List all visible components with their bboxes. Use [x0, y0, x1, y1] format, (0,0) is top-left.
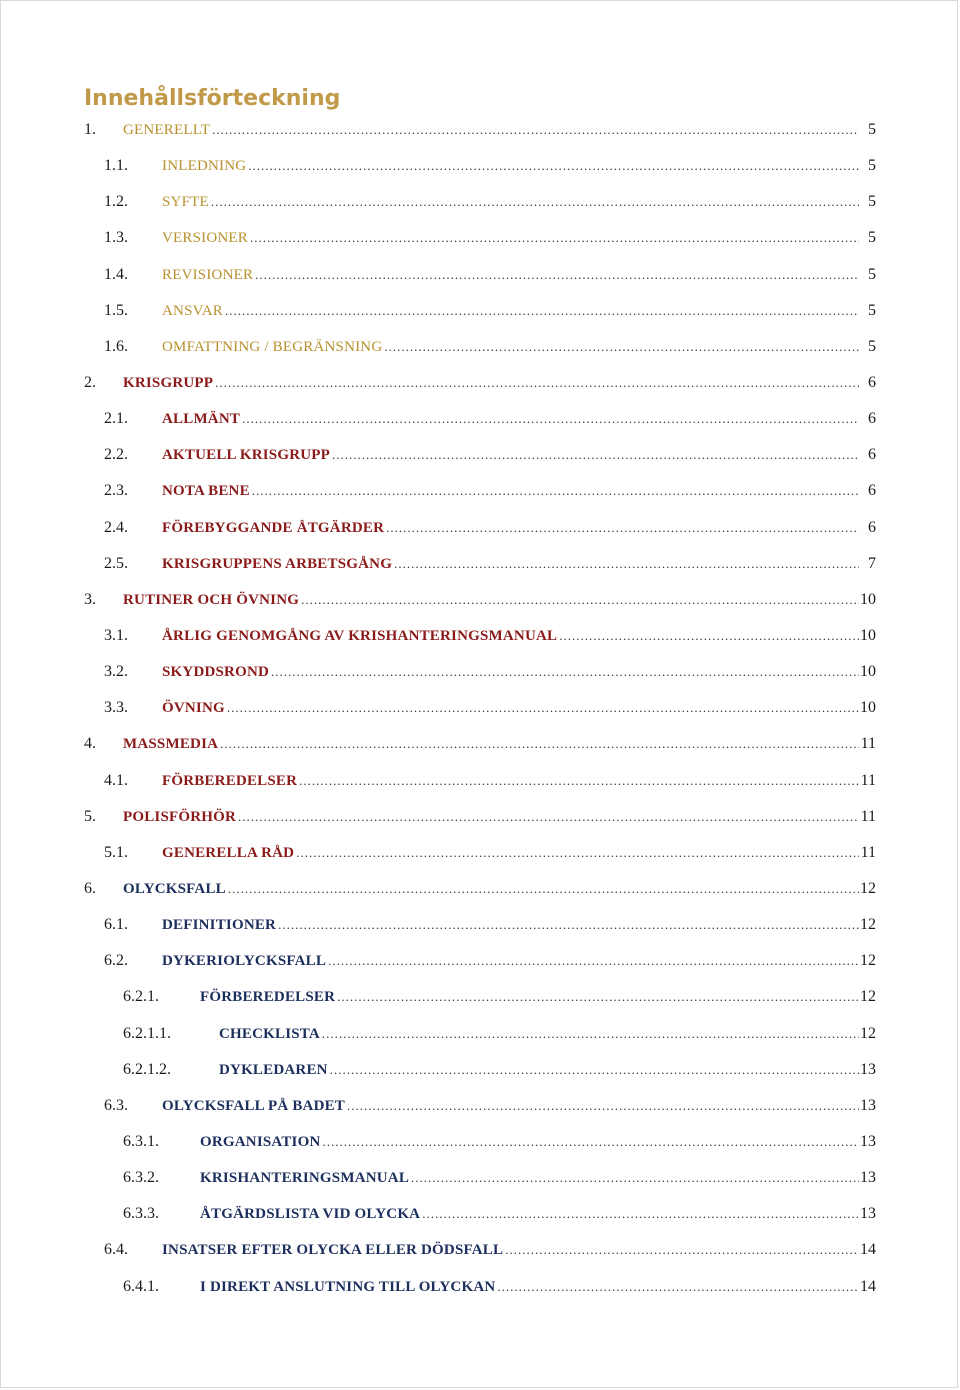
toc-entry-label[interactable]: AKTUELL KRISGRUPP [162, 447, 331, 464]
toc-entry-label[interactable]: NOTA BENE [162, 483, 250, 500]
toc-entry-page: 10 [860, 663, 876, 681]
toc-dot-leader [271, 662, 859, 682]
toc-entry-label[interactable]: ANSVAR [162, 302, 223, 319]
toc-entry-number: 1. [84, 121, 96, 138]
toc-entry-label[interactable]: KRISGRUPP [123, 374, 214, 391]
toc-entry-number: 6.3. [104, 1096, 128, 1114]
toc-entry[interactable] [1, 1052, 959, 1088]
toc-entry-page: 14 [860, 1241, 876, 1259]
toc-entry[interactable] [1, 943, 959, 979]
toc-entry-page: 10 [860, 626, 876, 644]
toc-entry[interactable] [1, 473, 959, 509]
toc-dot-leader [248, 156, 859, 176]
toc-entry-page: 5 [868, 337, 876, 355]
toc-entry-page: 10 [860, 590, 876, 608]
toc-entry-label-wrap [219, 1060, 859, 1080]
toc-entry-page: 6 [868, 482, 876, 500]
toc-dot-leader [411, 1168, 859, 1188]
toc-entry[interactable] [1, 437, 959, 473]
toc-entry-label[interactable]: INSATSER EFTER OLYCKA ELLER DÖDSFALL [162, 1242, 504, 1259]
toc-entry-number: 1.2. [104, 193, 128, 211]
toc-entry-label-wrap [200, 1204, 859, 1224]
toc-entry-label-wrap [162, 554, 859, 574]
toc-entry[interactable] [1, 365, 959, 401]
toc-dot-leader [322, 1024, 859, 1044]
toc-entry-label-wrap [200, 1168, 859, 1188]
toc-entry-page: 6 [868, 410, 876, 428]
toc-entry-page: 5 [868, 193, 876, 211]
toc-entry-number: 6.2.1. [123, 988, 159, 1006]
toc-entry[interactable] [1, 293, 959, 329]
toc-entry-number: 4.1. [104, 771, 128, 789]
toc-entry-page: 12 [860, 879, 876, 897]
toc-entry-label-wrap [162, 409, 859, 429]
toc-entry-label[interactable]: ÅRLIG GENOMGÅNG AV KRISHANTERINGSMANUAL [162, 627, 558, 644]
toc-entry-page: 10 [860, 699, 876, 717]
toc-entry-label-wrap [200, 987, 859, 1007]
toc-entry-label-wrap [162, 301, 859, 321]
toc-dot-leader [322, 1132, 859, 1152]
toc-entry-number: 6.2. [104, 952, 128, 970]
toc-entry[interactable] [1, 1160, 959, 1196]
toc-entry-page: 11 [860, 735, 876, 753]
toc-entry[interactable] [1, 799, 959, 835]
toc-entry-number: 4. [84, 735, 96, 753]
toc-entry-label-wrap [162, 843, 859, 863]
toc-entry-page: 11 [860, 771, 876, 789]
toc-entry-label-wrap [162, 518, 859, 538]
toc-entry-page: 5 [868, 157, 876, 175]
toc-dot-leader [332, 445, 859, 465]
toc-entry-label[interactable]: FÖRBEREDELSER [162, 772, 298, 789]
toc-entry-number: 3.2. [104, 663, 128, 681]
toc-dot-leader [497, 1277, 859, 1297]
toc-entry-number: 6.2.1.1. [123, 1024, 171, 1042]
toc-entry-label[interactable]: ORGANISATION [200, 1133, 321, 1150]
toc-entry-label-wrap [123, 373, 859, 393]
toc-entry-number: 6.2.1.2. [123, 1060, 171, 1078]
toc-dot-leader [212, 120, 859, 140]
toc-entry-label[interactable]: OLYCKSFALL [123, 880, 226, 897]
toc-entry-label-wrap [162, 265, 859, 285]
toc-dot-leader [215, 373, 859, 393]
toc-title: Innehållsförteckning [84, 86, 341, 111]
toc-entry-label[interactable]: SYFTE [162, 194, 209, 211]
toc-entry[interactable] [1, 979, 959, 1015]
toc-entry-page: 6 [868, 518, 876, 536]
toc-entry-number: 1.5. [104, 301, 128, 319]
toc-entry-label-wrap [123, 879, 859, 899]
toc-entry-number: 2.4. [104, 518, 128, 536]
toc-entry-page: 5 [868, 229, 876, 247]
toc-entry-number: 1.6. [104, 337, 128, 355]
toc-entry-label-wrap [123, 590, 859, 610]
toc-entry[interactable] [1, 220, 959, 256]
toc-entry-page: 5 [868, 121, 876, 138]
toc-entry-page: 6 [868, 446, 876, 464]
toc-entry-label-wrap [162, 771, 859, 791]
toc-entry-page: 7 [868, 554, 876, 572]
toc-entry-label[interactable]: FÖRBEREDELSER [200, 989, 336, 1006]
toc-entry[interactable] [1, 907, 959, 943]
toc-entry[interactable] [1, 726, 959, 762]
toc-entry-page: 11 [860, 807, 876, 825]
toc-entry[interactable] [1, 510, 959, 546]
toc-entry-number: 1.3. [104, 229, 128, 247]
toc-entry-label[interactable]: VERSIONER [162, 230, 248, 247]
toc-dot-leader [255, 265, 859, 285]
toc-dot-leader [330, 1060, 859, 1080]
toc-entry-page: 13 [860, 1169, 876, 1187]
toc-entry[interactable] [1, 401, 959, 437]
toc-entry-label-wrap [162, 192, 859, 212]
toc-entry-label-wrap [162, 951, 859, 971]
toc-dot-leader [394, 554, 859, 574]
toc-entry-label[interactable]: KRISHANTERINGSMANUAL [200, 1170, 410, 1187]
toc-entry-number: 5. [84, 807, 96, 825]
toc-dot-leader [228, 879, 859, 899]
toc-entry-label[interactable]: DYKLEDAREN [219, 1061, 328, 1078]
toc-entry-label[interactable]: OLYCKSFALL PÅ BADET [162, 1097, 346, 1114]
toc-entry[interactable] [1, 1124, 959, 1160]
toc-entry-page: 12 [860, 988, 876, 1006]
toc-entry-number: 5.1. [104, 843, 128, 861]
toc-entry-page: 5 [868, 265, 876, 283]
toc-entry-label[interactable]: KRISGRUPPENS ARBETSGÅNG [162, 555, 393, 572]
toc-dot-leader [278, 915, 859, 935]
toc-entry-label-wrap [162, 1096, 859, 1116]
toc-entry-label[interactable]: GENERELLA RÅD [162, 844, 295, 861]
toc-entry-label[interactable]: DYKERIOLYCKSFALL [162, 953, 327, 970]
toc-entry-label[interactable]: I DIREKT ANSLUTNING TILL OLYCKAN [200, 1278, 496, 1295]
toc-entry[interactable] [1, 546, 959, 582]
toc-entry-label-wrap [162, 915, 859, 935]
toc-entry-label-wrap [200, 1277, 859, 1297]
toc-dot-leader [299, 771, 859, 791]
toc-entry[interactable] [1, 763, 959, 799]
toc-entry-label[interactable]: OMFATTNING / BEGRÄNSNING [162, 338, 383, 355]
toc-entry-label[interactable]: SKYDDSROND [162, 664, 270, 681]
toc-entry[interactable] [1, 835, 959, 871]
toc-entry-page: 13 [860, 1132, 876, 1150]
toc-entry-page: 12 [860, 952, 876, 970]
toc-entry-page: 11 [860, 843, 876, 861]
toc-entry-number: 6.1. [104, 916, 128, 934]
toc-entry-number: 6.4. [104, 1241, 128, 1259]
toc-entry[interactable] [1, 257, 959, 293]
toc-entry-label[interactable]: ÅTGÄRDSLISTA VID OLYCKA [200, 1206, 421, 1223]
toc-dot-leader [250, 228, 859, 248]
table-of-contents [1, 112, 959, 1305]
toc-entry[interactable] [1, 582, 959, 618]
toc-entry[interactable] [1, 1269, 959, 1305]
toc-entry-label-wrap [200, 1132, 859, 1152]
toc-entry[interactable] [1, 329, 959, 365]
toc-dot-leader [559, 626, 859, 646]
toc-entry-number: 2. [84, 373, 96, 391]
toc-entry-number: 6.3.3. [123, 1205, 159, 1223]
toc-entry-number: 6.3.2. [123, 1169, 159, 1187]
toc-entry-label-wrap [162, 337, 859, 357]
toc-entry[interactable] [1, 1196, 959, 1232]
toc-entry-label[interactable]: RUTINER OCH ÖVNING [123, 591, 300, 608]
toc-entry[interactable] [1, 112, 959, 148]
toc-dot-leader [227, 698, 859, 718]
toc-entry-label[interactable]: ALLMÄNT [162, 411, 241, 428]
toc-entry-page: 13 [860, 1096, 876, 1114]
toc-entry-page: 12 [860, 1024, 876, 1042]
toc-entry-number: 1.1. [104, 157, 128, 175]
toc-dot-leader [422, 1204, 859, 1224]
toc-entry-label-wrap [162, 445, 859, 465]
toc-entry-label-wrap [162, 626, 859, 646]
toc-entry-number: 2.2. [104, 446, 128, 464]
toc-entry[interactable] [1, 1232, 959, 1268]
toc-entry-number: 2.5. [104, 554, 128, 572]
toc-entry[interactable] [1, 1088, 959, 1124]
toc-entry-label[interactable]: DEFINITIONER [162, 917, 277, 934]
toc-entry-number: 6.4.1. [123, 1277, 159, 1295]
toc-dot-leader [296, 843, 859, 863]
toc-entry-label[interactable]: MASSMEDIA [123, 736, 219, 753]
toc-entry-page: 6 [868, 373, 876, 391]
toc-entry-number: 3.1. [104, 626, 128, 644]
toc-entry[interactable] [1, 654, 959, 690]
toc-dot-leader [347, 1096, 859, 1116]
toc-entry-label[interactable]: FÖREBYGGANDE ÅTGÄRDER [162, 519, 385, 536]
toc-entry[interactable] [1, 618, 959, 654]
toc-entry-label[interactable]: GENERELLT [123, 122, 211, 138]
toc-entry[interactable] [1, 690, 959, 726]
toc-entry-label-wrap [162, 156, 859, 176]
toc-entry-page: 5 [868, 301, 876, 319]
toc-entry-label-wrap [162, 228, 859, 248]
toc-entry[interactable] [1, 184, 959, 220]
toc-entry-page: 13 [860, 1060, 876, 1078]
toc-entry-label-wrap [219, 1024, 859, 1044]
toc-entry-number: 2.1. [104, 410, 128, 428]
toc-entry-label-wrap [123, 120, 859, 140]
toc-entry-label[interactable]: POLISFÖRHÖR [123, 808, 237, 825]
toc-entry[interactable] [1, 148, 959, 184]
toc-entry-number: 6. [84, 879, 96, 897]
toc-entry-page: 14 [860, 1277, 876, 1295]
toc-entry-label-wrap [123, 807, 859, 827]
toc-dot-leader [225, 301, 859, 321]
toc-dot-leader [386, 518, 859, 538]
toc-entry-number: 6.3.1. [123, 1132, 159, 1150]
toc-entry-number: 3.3. [104, 699, 128, 717]
toc-entry-label[interactable]: ÖVNING [162, 700, 225, 717]
toc-entry-label[interactable]: CHECKLISTA [219, 1025, 320, 1042]
toc-entry-label[interactable]: REVISIONER [162, 266, 254, 283]
toc-entry-label-wrap [162, 1240, 859, 1260]
toc-entry-page: 12 [860, 916, 876, 934]
toc-entry-number: 1.4. [104, 265, 128, 283]
toc-entry-number: 3. [84, 590, 96, 608]
toc-entry-page: 13 [860, 1205, 876, 1223]
toc-entry[interactable] [1, 1016, 959, 1052]
toc-dot-leader [301, 590, 859, 610]
toc-entry[interactable] [1, 871, 959, 907]
toc-dot-leader [252, 481, 859, 501]
toc-entry-label-wrap [162, 481, 859, 501]
toc-dot-leader [337, 987, 859, 1007]
toc-dot-leader [242, 409, 859, 429]
toc-dot-leader [238, 807, 859, 827]
toc-dot-leader [220, 734, 859, 754]
toc-entry-label-wrap [162, 698, 859, 718]
toc-dot-leader [505, 1240, 859, 1260]
toc-entry-label-wrap [162, 662, 859, 682]
toc-entry-label[interactable]: INLEDNING [162, 158, 247, 175]
toc-entry-number: 2.3. [104, 482, 128, 500]
toc-dot-leader [211, 192, 859, 212]
toc-dot-leader [328, 951, 859, 971]
toc-entry-label-wrap [123, 734, 859, 754]
toc-dot-leader [384, 337, 859, 357]
